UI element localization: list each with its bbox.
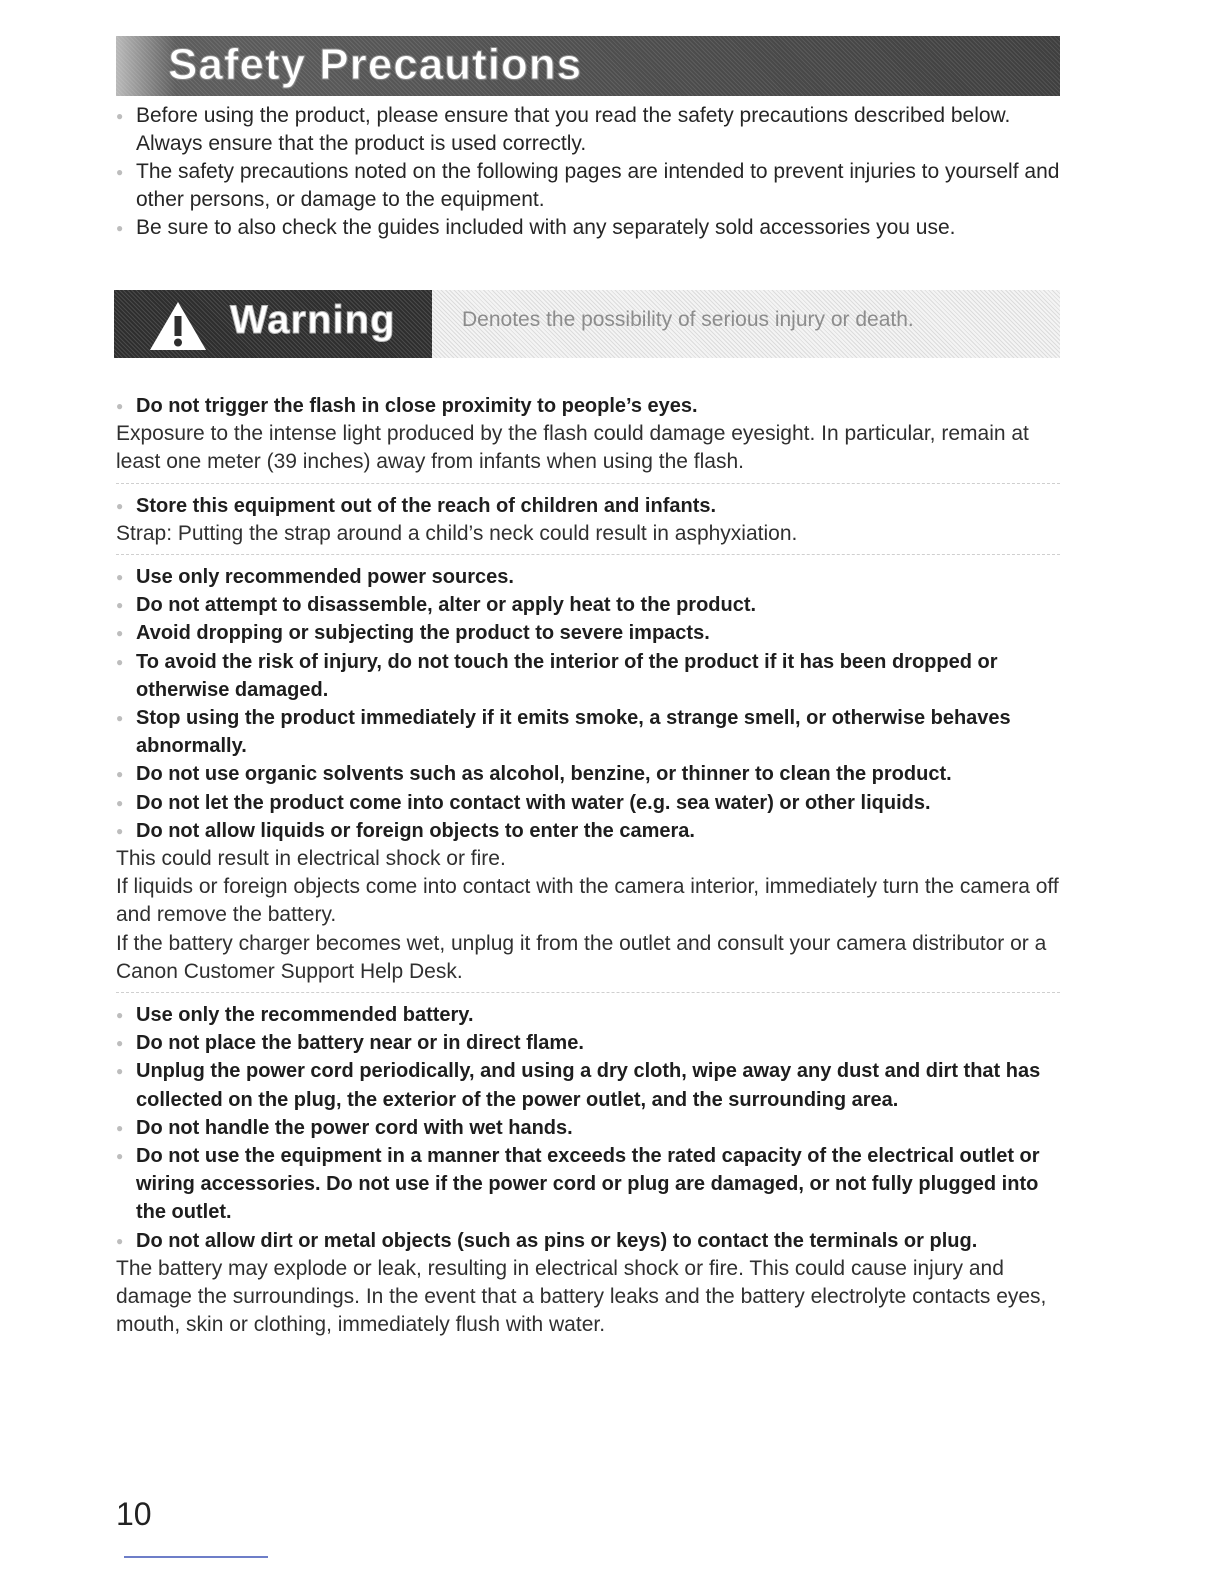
precaution-heading [116, 789, 1060, 817]
precaution-heading [116, 619, 1060, 647]
precaution-heading [116, 760, 1060, 788]
warning-label-box [114, 290, 432, 358]
precaution-heading [116, 1227, 1060, 1255]
section-title-bar [116, 36, 1060, 96]
precaution-heading [116, 492, 1060, 520]
precaution-body: If the battery charger becomes wet, unplug it from the outlet and consult your camera distributor or a Canon Customer Support Help Desk. [116, 931, 1047, 983]
precaution-heading [116, 648, 1060, 704]
precaution-heading-text: Do not place the battery near or in direct flame. [136, 1032, 584, 1055]
footer-rule [124, 1556, 268, 1558]
precaution-heading-text: Do not allow liquids or foreign objects to enter the camera. [136, 819, 695, 842]
precaution-heading [116, 704, 1060, 760]
bullet-mark: ● [116, 711, 124, 726]
intro-list [116, 102, 1066, 242]
warning-banner [114, 290, 1060, 358]
bullet-mark: ● [116, 1149, 124, 1164]
bullet-mark: ● [116, 823, 124, 838]
precaution-body: If liquids or foreign objects come into contact with the camera interior, immediately turn the camera off and remove the battery. [116, 875, 1059, 927]
bullet-mark: ● [116, 598, 124, 613]
intro-text: The safety precautions noted on the following pages are intended to prevent injuries to yourself and other persons, or damage to the equipment. [136, 160, 1060, 211]
precaution-heading [116, 563, 1060, 591]
precaution-list [116, 392, 1060, 1346]
bullet-mark: ● [116, 1233, 124, 1248]
precaution-heading [116, 1029, 1060, 1057]
precaution-heading-text: Unplug the power cord periodically, and using a dry cloth, wipe away any dust and dirt that has collected on the plug, the exterior of the power outlet, and the surrounding area. [136, 1060, 1041, 1111]
precaution-heading [116, 591, 1060, 619]
precaution-body: This could result in electrical shock or fire. [116, 847, 506, 871]
warning-triangle-icon [148, 300, 208, 352]
precaution-body: Exposure to the intense light produced by the flash could damage eyesight. In particular, remain at least one meter (39 inches) away from infants when using the flash. [116, 422, 1029, 474]
precaution-heading-text: Do not use the equipment in a manner that exceeds the rated capacity of the electrical outlet or wiring accessories. Do not use if the power cord or plug are damaged, or not fully plugged into the outlet. [136, 1145, 1040, 1224]
precaution-heading-text: Use only recommended power sources. [136, 566, 514, 589]
bullet-mark: ● [116, 221, 124, 235]
precaution-heading [116, 1142, 1060, 1227]
page-title: Safety Precautions [168, 40, 583, 89]
precaution-heading [116, 1114, 1060, 1142]
precaution-heading [116, 1001, 1060, 1029]
bullet-mark: ● [116, 570, 124, 585]
precaution-heading-text: Stop using the product immediately if it emits smoke, a strange smell, or otherwise behaves abnormally. [136, 707, 1011, 758]
precaution-block [116, 483, 1060, 554]
bullet-mark: ● [116, 1036, 124, 1051]
bullet-mark: ● [116, 498, 124, 513]
warning-description: Denotes the possibility of serious injury or death. [462, 308, 914, 331]
bullet-mark: ● [116, 1008, 124, 1023]
precaution-body: The battery may explode or leak, resulting in electrical shock or fire. This could cause injury and damage the surroundings. In the event that a battery leaks and the battery electrolyte contacts eyes, mouth, skin or clothing, immediately flush with water. [116, 1256, 1047, 1337]
precaution-heading-text: Do not allow dirt or metal objects (such as pins or keys) to contact the terminals or plug. [136, 1229, 978, 1252]
intro-item [116, 158, 1066, 214]
precaution-heading-text: Avoid dropping or subjecting the product to severe impacts. [136, 622, 710, 645]
bullet-mark: ● [116, 165, 124, 179]
bullet-mark: ● [116, 1064, 124, 1079]
precaution-block [116, 554, 1060, 992]
precaution-body: Strap: Putting the strap around a child’s neck could result in asphyxiation. [116, 521, 798, 545]
bullet-mark: ● [116, 626, 124, 641]
precaution-heading-text: Do not use organic solvents such as alcohol, benzine, or thinner to clean the product. [136, 763, 952, 786]
intro-item [116, 214, 1066, 242]
precaution-heading [116, 392, 1060, 420]
precaution-heading-text: Do not let the product come into contact with water (e.g. sea water) or other liquids. [136, 791, 931, 814]
precaution-block [116, 992, 1060, 1345]
warning-description-box [432, 290, 1060, 358]
precaution-heading-text: Store this equipment out of the reach of children and infants. [136, 494, 717, 517]
warning-label: Warning [230, 298, 396, 342]
precaution-heading-text: Do not handle the power cord with wet hands. [136, 1116, 573, 1139]
precaution-heading-text: Use only the recommended battery. [136, 1004, 474, 1027]
precaution-heading-text: Do not trigger the flash in close proximity to people’s eyes. [136, 395, 698, 417]
precaution-block [116, 392, 1060, 483]
bullet-mark: ● [116, 767, 124, 782]
intro-text: Before using the product, please ensure that you read the safety precautions described below. Always ensure that the product is used correctly. [136, 104, 1011, 155]
bullet-mark: ● [116, 654, 124, 669]
precaution-heading-text: To avoid the risk of injury, do not touch the interior of the product if it has been dropped or otherwise damaged. [136, 650, 998, 701]
page-number: 10 [116, 1496, 152, 1532]
intro-item [116, 102, 1066, 158]
bullet-mark: ● [116, 399, 124, 413]
precaution-heading [116, 817, 1060, 845]
precaution-heading [116, 1057, 1060, 1113]
bullet-mark: ● [116, 109, 124, 123]
precaution-heading-text: Do not attempt to disassemble, alter or apply heat to the product. [136, 594, 757, 617]
intro-text: Be sure to also check the guides included with any separately sold accessories you use. [136, 216, 956, 239]
bullet-mark: ● [116, 1120, 124, 1135]
bullet-mark: ● [116, 795, 124, 810]
